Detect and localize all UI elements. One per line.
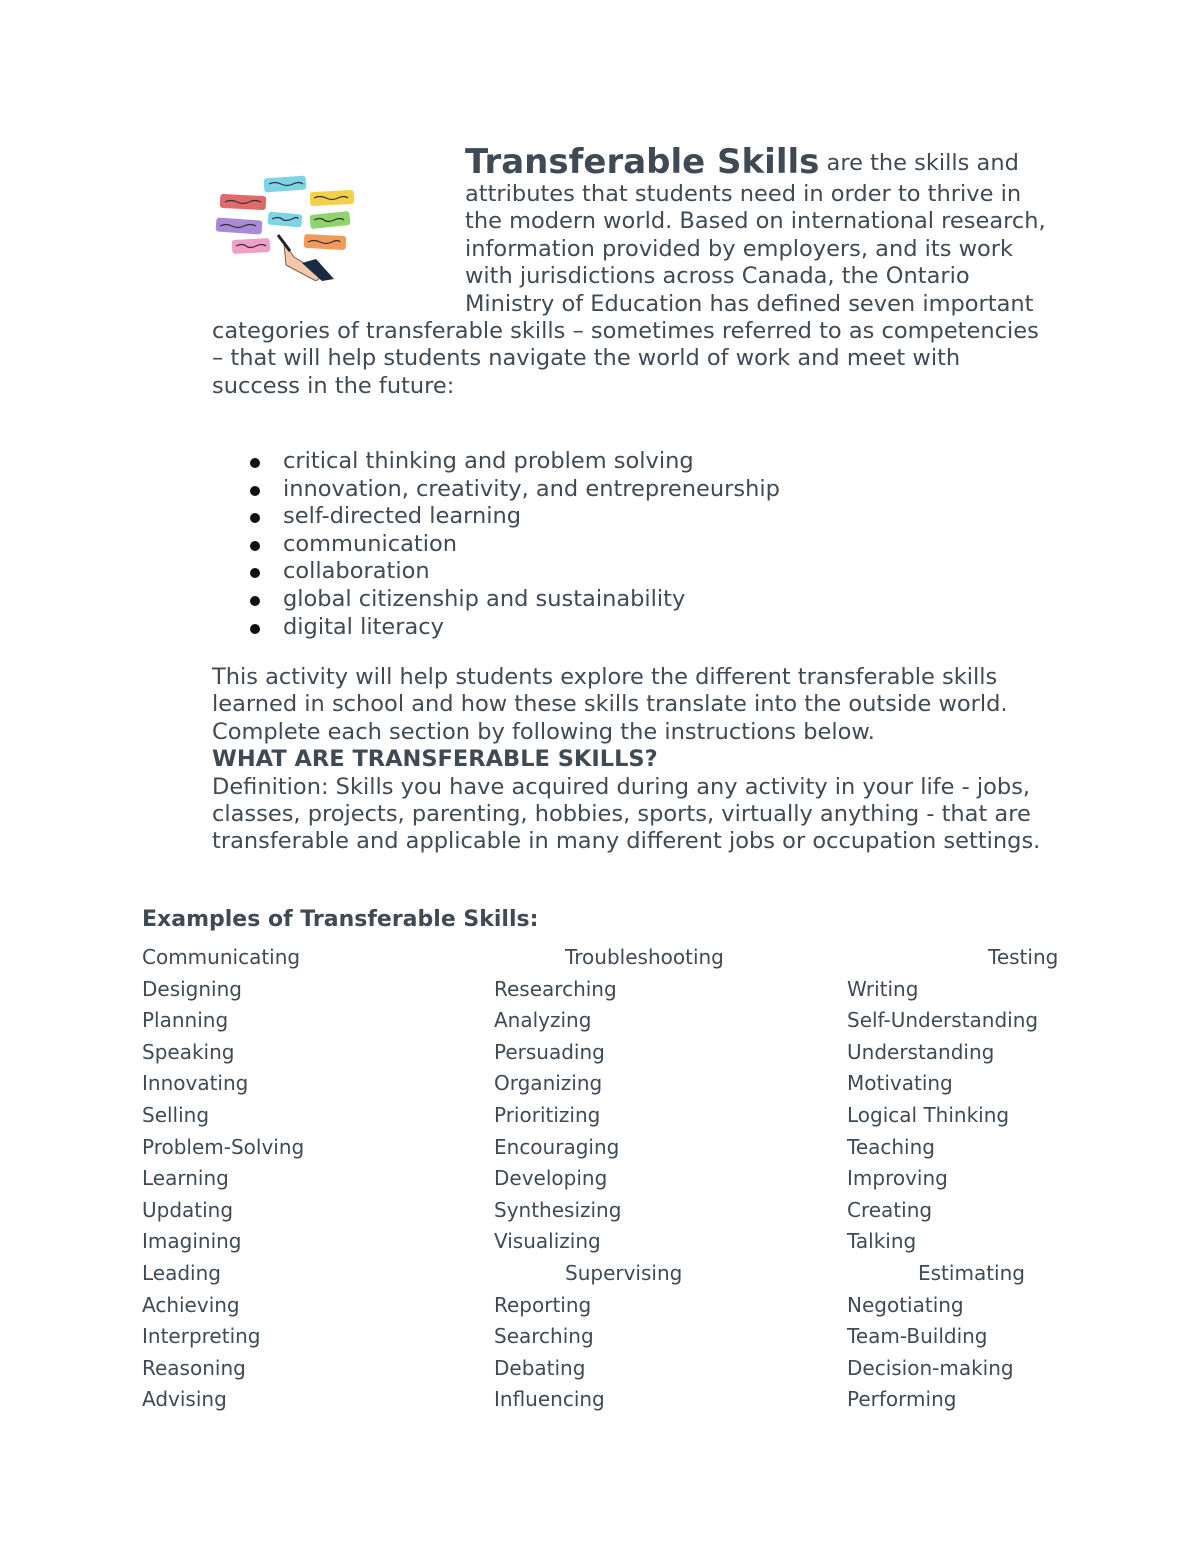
section-heading: WHAT ARE TRANSFERABLE SKILLS? <box>212 746 658 773</box>
skill-cell: Reasoning <box>142 1355 246 1380</box>
list-item: self-directed learning <box>244 503 780 531</box>
table-row <box>142 1068 1072 1100</box>
skill-cell: Organizing <box>494 1071 603 1096</box>
intro-lead: are the <box>819 150 907 176</box>
skill-cell: Searching <box>494 1324 594 1349</box>
skills-word-cloud-icon <box>212 171 372 281</box>
table-row <box>142 1163 1072 1195</box>
skill-cell: Improving <box>847 1166 948 1191</box>
skill-cell: Influencing <box>494 1387 605 1412</box>
table-row <box>142 1353 1072 1385</box>
skill-cell: Achieving <box>142 1292 240 1317</box>
skill-cell: Encouraging <box>494 1134 620 1159</box>
skill-cell: Interpreting <box>142 1324 261 1349</box>
skill-cell: Advising <box>142 1387 227 1412</box>
skill-cell: Supervising <box>565 1260 683 1285</box>
table-row <box>142 1384 1072 1416</box>
examples-grid <box>142 942 1072 1416</box>
skill-cell: Motivating <box>847 1071 953 1096</box>
skill-cell: Prioritizing <box>494 1102 601 1127</box>
skill-cell: Testing <box>988 945 1059 969</box>
skill-cell: Persuading <box>494 1039 605 1064</box>
table-row <box>142 1100 1072 1132</box>
skill-cell: Problem-Solving <box>142 1134 305 1159</box>
table-row <box>142 1258 1072 1290</box>
skill-cell: Leading <box>142 1260 221 1285</box>
document-title: Transferable Skills <box>465 142 820 182</box>
skill-cell: Analyzing <box>494 1008 592 1033</box>
skill-cell: Reporting <box>494 1292 592 1317</box>
activity-text: This activity will help students explore the different transferable skills learned in school and how these skills translate into the outside world. Complete each section by following the instructions below. <box>212 664 1008 745</box>
skill-cell: Updating <box>142 1197 234 1222</box>
skill-cell: Developing <box>494 1166 608 1191</box>
intro-body: skills and attributes that students need in order to thrive in the modern world. Based on international research, information provided by employers, and its work with jurisdictions across Canada, the Ontario Ministry of Education has defined seven important categories of transferable skills – sometimes referred to as competencies – that will help students navigate the world of work and meet with success in the future: <box>212 150 1046 399</box>
skill-cell: Debating <box>494 1355 586 1380</box>
skill-cell: Speaking <box>142 1039 235 1064</box>
table-row <box>142 1132 1072 1164</box>
skill-cell: Imagining <box>142 1229 242 1254</box>
skill-cell: Innovating <box>142 1071 249 1096</box>
list-item: critical thinking and problem solving <box>244 448 780 476</box>
table-row <box>142 1005 1072 1037</box>
skill-cell: Visualizing <box>494 1229 601 1254</box>
skill-cell: Researching <box>494 976 617 1001</box>
skill-cell: Creating <box>847 1197 933 1222</box>
examples-heading: Examples of Transferable Skills: <box>142 907 539 932</box>
skill-cell: Planning <box>142 1008 229 1033</box>
table-row <box>142 1226 1072 1258</box>
skill-cell: Teaching <box>847 1134 935 1159</box>
list-item: communication <box>244 531 780 559</box>
skill-cell: Troubleshooting <box>565 945 724 969</box>
skill-cell: Writing <box>847 976 919 1001</box>
skill-categories-list <box>244 448 780 641</box>
list-item: innovation, creativity, and entrepreneurship <box>244 476 780 504</box>
skill-cell: Understanding <box>847 1039 995 1064</box>
table-row <box>142 1290 1072 1322</box>
skill-cell: Synthesizing <box>494 1197 622 1222</box>
definition-text: Definition: Skills you have acquired during any activity in your life - jobs, classes, projects, parenting, hobbies, sports, virtually anything - that are transferable and applicable in many different jobs or occupation settings. <box>212 773 1041 855</box>
skill-cell: Team-Building <box>847 1324 988 1349</box>
table-row <box>142 942 1072 974</box>
list-item: global citizenship and sustainability <box>244 586 780 614</box>
skill-cell: Estimating <box>918 1260 1025 1285</box>
skill-cell: Self-Understanding <box>847 1008 1039 1033</box>
skill-cell: Logical Thinking <box>847 1102 1010 1127</box>
skill-cell: Designing <box>142 976 242 1001</box>
activity-section <box>212 664 1072 856</box>
intro-section <box>212 143 1052 400</box>
table-row <box>142 974 1072 1006</box>
table-row <box>142 1321 1072 1353</box>
skill-cell: Selling <box>142 1102 210 1127</box>
skill-cell: Negotiating <box>847 1292 964 1317</box>
skill-cell: Learning <box>142 1166 229 1191</box>
skill-cell: Decision-making <box>847 1355 1014 1380</box>
list-item: collaboration <box>244 558 780 586</box>
skills-illustration <box>212 171 465 313</box>
table-row <box>142 1195 1072 1227</box>
list-item: digital literacy <box>244 614 780 642</box>
skill-cell: Talking <box>847 1229 917 1254</box>
skill-cell: Performing <box>847 1387 957 1412</box>
skill-cell: Communicating <box>142 945 301 969</box>
table-row <box>142 1037 1072 1069</box>
